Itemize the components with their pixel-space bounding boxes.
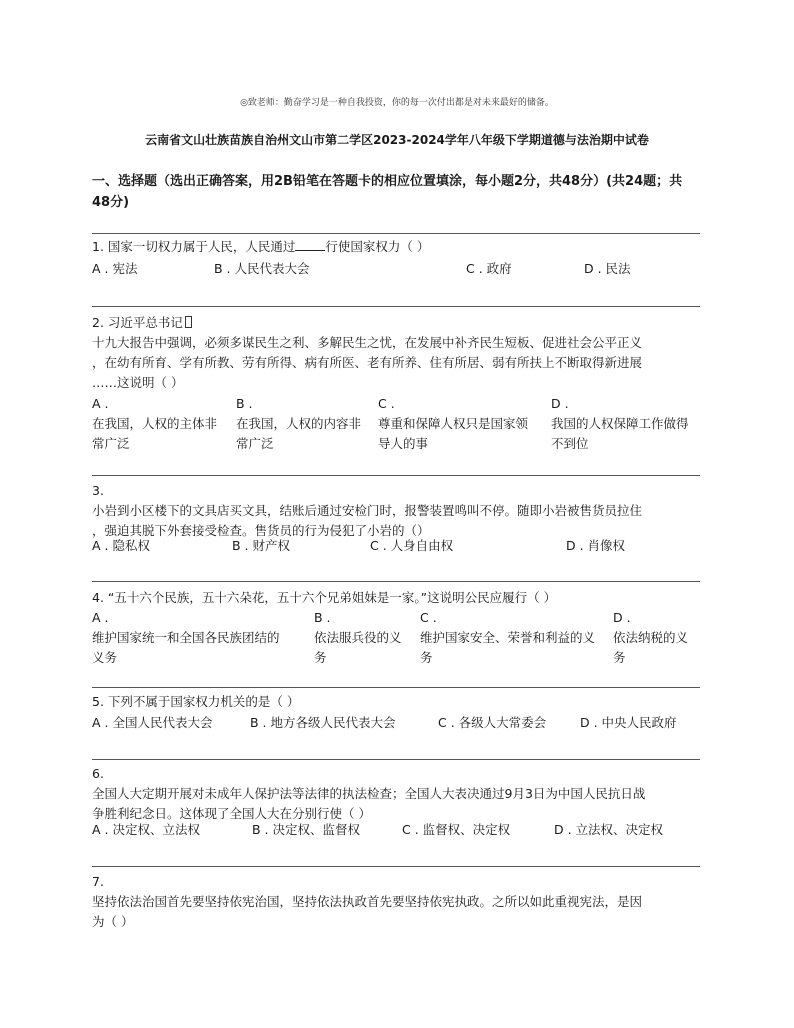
question-4-stem: 4. “五十六个民族，五十六朵花，五十六个兄弟姐妹是一家。”这说明公民应履行（ ） [92, 590, 557, 605]
option-text: 在我国，人权的主体非 [92, 416, 218, 431]
question-1-option-a[interactable]: A . 宪法 [92, 261, 138, 276]
question-2-option-a[interactable] [92, 394, 232, 454]
option-text: 尊重和保障人权只是国家领 [378, 416, 529, 431]
question-4-option-c[interactable] [420, 608, 612, 668]
question-2-number: 2. 习近平总书记 [92, 313, 704, 333]
option-letter: D . [613, 610, 631, 625]
question-1-option-c[interactable]: C . 政府 [466, 261, 512, 276]
question-3-number: 3. [92, 483, 104, 498]
missing-glyph-icon [185, 316, 192, 328]
question-7-line: 为（ ） [92, 914, 134, 929]
option-letter: A . [92, 610, 109, 625]
question-5-option-b[interactable]: B . 地方各级人民代表大会 [250, 715, 396, 730]
question-3-option-b[interactable]: B . 财产权 [232, 538, 290, 553]
question-6-option-a[interactable]: A . 决定权、立法权 [92, 822, 200, 837]
question-divider [92, 759, 700, 760]
question-2-option-c[interactable] [378, 394, 546, 454]
option-letter: C . [420, 610, 437, 625]
question-6-option-c[interactable]: C . 监督权、决定权 [402, 822, 511, 837]
question-1-option-b[interactable]: B . 人民代表大会 [214, 261, 310, 276]
question-4-option-a[interactable] [92, 608, 310, 668]
option-text: 常广泛 [236, 436, 274, 451]
option-text: 依法服兵役的义 [314, 630, 402, 645]
motto-text: ◎致老师：勤奋学习是一种自我投资，你的每一次付出都是对未来最好的储备。 [240, 98, 554, 108]
option-letter: B . [314, 610, 331, 625]
question-6-stem [92, 764, 704, 824]
question-divider [92, 581, 700, 582]
question-5-stem: 5. 下列不属于国家权力机关的是（ ） [92, 694, 300, 709]
option-text: 不到位 [551, 436, 589, 451]
option-text: 务 [420, 650, 433, 665]
option-text: 务 [314, 650, 327, 665]
fill-blank [295, 238, 325, 251]
option-text: 导人的事 [378, 436, 429, 451]
section-heading-line2: 48分) [92, 195, 130, 210]
option-letter: B . [236, 396, 253, 411]
question-divider [92, 687, 700, 688]
option-text: 维护国家安全、荣誉和利益的义 [420, 630, 596, 645]
option-letter: A . [92, 396, 109, 411]
option-text: 在我国，人权的内容非 [236, 416, 362, 431]
question-1-stem-part2: 行使国家权力（ ） [325, 239, 430, 254]
option-text: 常广泛 [92, 436, 130, 451]
question-7-stem [92, 872, 704, 932]
question-divider [92, 233, 700, 234]
question-6-number: 6. [92, 766, 104, 781]
question-3-line: 小岩到小区楼下的文具店买文具，结账后通过安检门时，报警装置鸣叫不停。随即小岩被售货员拉住 [92, 503, 643, 518]
question-5-option-c[interactable]: C . 各级人大常委会 [438, 715, 547, 730]
question-6-option-d[interactable]: D . 立法权、决定权 [554, 822, 664, 837]
question-1-stem-part1: 1. 国家一切权力属于人民，人民通过 [92, 239, 296, 254]
option-letter: D . [551, 396, 569, 411]
question-4-option-b[interactable] [314, 608, 418, 668]
section-heading [92, 171, 704, 213]
question-6-line: 争胜利纪念日。这体现了全国人大在分别行使（ ） [92, 806, 371, 821]
question-5-option-d[interactable]: D . 中央人民政府 [580, 715, 677, 730]
option-text: 我国的人权保障工作做得 [551, 416, 689, 431]
option-text: 义务 [92, 650, 118, 665]
question-1-option-d[interactable]: D . 民法 [584, 261, 631, 276]
option-text: 维护国家统一和全国各民族团结的 [92, 630, 280, 645]
question-4-option-d[interactable] [613, 608, 705, 668]
question-2-line: ……这说明（ ） [92, 375, 184, 390]
question-6-option-b[interactable]: B . 决定权、监督权 [252, 822, 360, 837]
option-text: 务 [613, 650, 626, 665]
question-2-option-d[interactable] [551, 394, 703, 454]
question-2-line: 十九大报告中强调，必须多谋民生之利、多解民生之忧，在发展中补齐民生短板、促进社会公平正义 [92, 335, 643, 350]
question-3-stem [92, 481, 704, 541]
question-2-option-b[interactable] [236, 394, 376, 454]
question-divider [92, 306, 700, 307]
question-1-stem [92, 237, 704, 257]
question-3-line: ，强迫其脱下外套接受检查。售货员的行为侵犯了小岩的（） [92, 523, 430, 538]
question-divider [92, 866, 700, 867]
section-heading-line1: 一、选择题（选出正确答案，用2B铅笔在答题卡的相应位置填涂，每小题2分，共48分）(共24题；共 [92, 174, 683, 189]
question-2-stem [92, 313, 704, 393]
option-text: 依法纳税的义 [613, 630, 689, 645]
question-7-number: 7. [92, 874, 104, 889]
question-3-option-c[interactable]: C . 人身自由权 [370, 538, 454, 553]
question-divider [92, 475, 700, 476]
question-7-line: 坚持依法治国首先要坚持依宪治国，坚持依法执政首先要坚持依宪执政。之所以如此重视宪法，是因 [92, 894, 643, 909]
question-3-option-d[interactable]: D . 肖像权 [566, 538, 626, 553]
question-3-option-a[interactable]: A . 隐私权 [92, 538, 150, 553]
exam-title: 云南省文山壮族苗族自治州文山市第二学区2023-2024学年八年级下学期道德与法治期中试卷 [145, 133, 649, 147]
question-6-line: 全国人大定期开展对未成年人保护法等法律的执法检查；全国人大表决通过9月3日为中国人民抗日战 [92, 786, 646, 801]
question-2-line: ，在幼有所育、学有所教、劳有所得、病有所医、老有所养、住有所居、弱有所扶上不断取得新进展 [92, 355, 643, 370]
option-letter: C . [378, 396, 395, 411]
question-5-option-a[interactable]: A . 全国人民代表大会 [92, 715, 213, 730]
